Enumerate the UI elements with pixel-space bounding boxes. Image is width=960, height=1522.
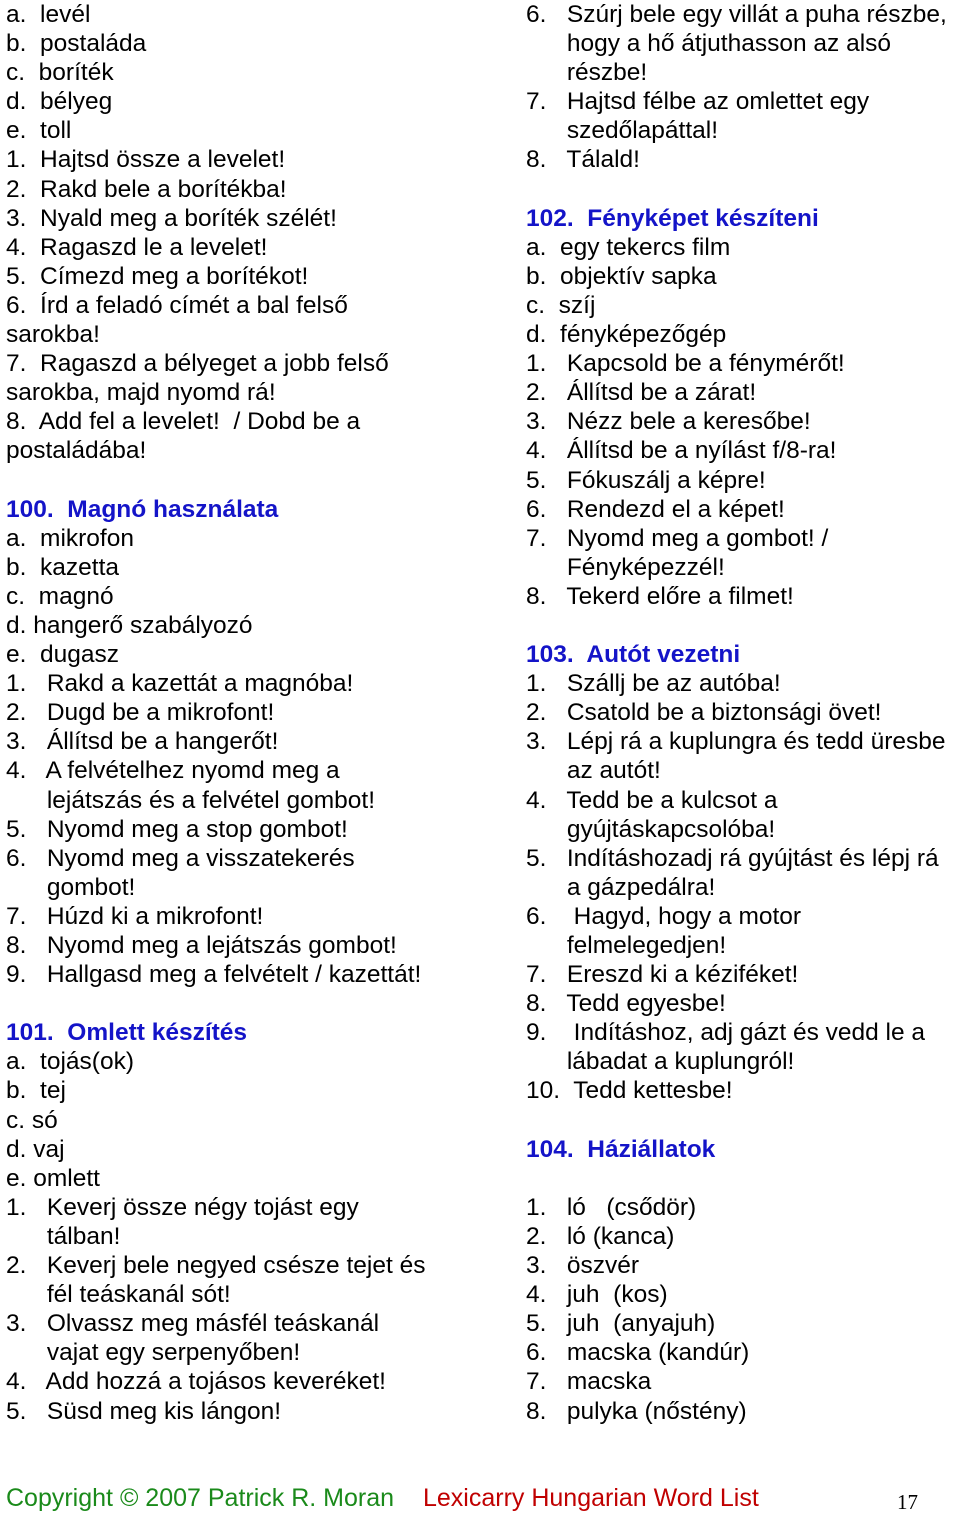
list-item: 4. Állítsd be a nyílást f/8-ra! — [526, 437, 837, 465]
list-item: e. omlett — [6, 1164, 100, 1192]
list-item: 6. Írd a feladó címét a bal felső — [6, 291, 348, 319]
list-item: b. postaláda — [6, 30, 147, 58]
list-item: c. magnó — [6, 582, 114, 610]
list-item: 1. Rakd a kazettát a magnóba! — [6, 670, 354, 698]
footer-copyright: Copyright © 2007 Patrick R. Moran — [6, 1484, 395, 1512]
list-item: hogy a hő átjuthasson az alsó — [526, 30, 892, 58]
blank-line — [526, 1164, 960, 1193]
list-item: d. hangerő szabályozó — [6, 611, 253, 639]
list-item: 4. juh (kos) — [526, 1281, 668, 1309]
list-item: 7. Ragaszd a bélyeget a jobb felső — [6, 350, 389, 378]
list-item: 5. Nyomd meg a stop gombot! — [6, 815, 348, 843]
list-item: 3. Nyald meg a boríték szélét! — [6, 204, 337, 232]
list-item: 2. Állítsd be a zárat! — [526, 379, 757, 407]
list-item: e. toll — [6, 117, 72, 145]
list-item: 7. Hajtsd félbe az omlettet egy — [526, 88, 870, 116]
list-item: 6. Nyomd meg a visszatekerés — [6, 844, 355, 872]
list-item: b. kazetta — [6, 553, 120, 581]
list-item: 7. Nyomd meg a gombot! / — [526, 524, 829, 552]
list-item: részbe! — [526, 59, 648, 87]
list-item: Fényképezzél! — [526, 553, 725, 581]
list-item: lábadat a kuplungról! — [526, 1048, 795, 1076]
list-item: a. egy tekercs film — [526, 233, 731, 261]
list-item: 8. Tedd egyesbe! — [526, 990, 726, 1018]
list-item: lejátszás és a felvétel gombot! — [6, 786, 376, 814]
list-item: szedőlapáttal! — [526, 117, 719, 145]
section-heading: 104. Háziállatok — [526, 1135, 716, 1163]
list-item: 3. Állítsd be a hangerőt! — [6, 728, 279, 756]
list-item: 1. Kapcsold be a fénymérőt! — [526, 350, 845, 378]
list-item: 2. ló (kanca) — [526, 1222, 675, 1250]
left-column — [6, 0, 468, 1426]
list-item: 8. Nyomd meg a lejátszás gombot! — [6, 932, 397, 959]
list-item: 6. Szúrj bele egy villát a puha részbe, — [526, 1, 947, 28]
list-item: 6. Rendezd el a képet! — [526, 495, 785, 523]
list-item: 7. Húzd ki a mikrofont! — [6, 902, 264, 930]
list-item: sarokba, majd nyomd rá! — [6, 379, 276, 407]
list-item: d. fényképezőgép — [526, 321, 727, 349]
list-item: 1. Keverj össze négy tojást egy — [6, 1193, 359, 1221]
list-item: a. tojás(ok) — [6, 1048, 134, 1076]
list-item: tálban! — [6, 1222, 121, 1250]
list-item: c. boríték — [6, 59, 114, 87]
page-footer — [6, 1484, 956, 1516]
list-item: postaládába! — [6, 437, 147, 465]
section-heading: 100. Magnó használata — [6, 495, 279, 523]
list-item: 4. A felvételhez nyomd meg a — [6, 757, 340, 785]
list-item: a. levél — [6, 1, 91, 28]
list-item: 4. Add hozzá a tojásos keveréket! — [6, 1368, 386, 1396]
list-item: 1. Hajtsd össze a levelet! — [6, 146, 286, 174]
list-item: 5. Süsd meg kis lángon! — [6, 1397, 282, 1425]
blank-line — [526, 611, 960, 640]
list-item: 8. Tekerd előre a filmet! — [526, 582, 794, 610]
list-item: 2. Csatold be a biztonsági övet! — [526, 699, 882, 727]
list-item: 5. juh (anyajuh) — [526, 1310, 716, 1338]
list-item: 2. Dugd be a mikrofont! — [6, 699, 275, 727]
list-item: 6. macska (kandúr) — [526, 1339, 750, 1367]
section-heading: 102. Fényképet készíteni — [526, 204, 819, 232]
list-item: 8. Tálald! — [526, 146, 640, 174]
list-item: e. dugasz — [6, 641, 120, 669]
list-item: 3. Lépj rá a kuplungra és tedd üresbe — [526, 728, 946, 756]
list-item: vajat egy serpenyőben! — [6, 1339, 301, 1367]
list-item: 5. Fókuszálj a képre! — [526, 466, 766, 494]
list-item: d. bélyeg — [6, 88, 113, 116]
list-item: fél teáskanál sót! — [6, 1281, 231, 1309]
list-item: 5. Indításhozadj rá gyújtást és lépj rá — [526, 844, 939, 872]
section-heading: 103. Autót vezetni — [526, 641, 741, 669]
list-item: a. mikrofon — [6, 524, 134, 552]
list-item: a gázpedálra! — [526, 873, 716, 901]
list-item: 3. öszvér — [526, 1252, 640, 1280]
list-item: c. só — [6, 1106, 58, 1134]
list-item: b. objektív sapka — [526, 262, 717, 290]
list-item: 6. Hagyd, hogy a motor — [526, 902, 802, 930]
list-item: c. szíj — [526, 291, 596, 319]
list-item: 3. Nézz bele a keresőbe! — [526, 408, 811, 436]
blank-line — [6, 989, 468, 1018]
list-item: 8. pulyka (nőstény) — [526, 1397, 747, 1425]
list-item: 7. Ereszd ki a kéziféket! — [526, 961, 799, 989]
list-item: 7. macska — [526, 1368, 652, 1396]
list-item: 4. Ragaszd le a levelet! — [6, 233, 268, 261]
list-item: 3. Olvassz meg másfél teáskanál — [6, 1310, 380, 1338]
list-item: 2. Keverj bele negyed csésze tejet és — [6, 1252, 426, 1280]
list-item: felmelegedjen! — [526, 932, 727, 959]
blank-line — [6, 466, 468, 495]
list-item: gyújtáskapcsolóba! — [526, 815, 776, 843]
list-item: b. tej — [6, 1077, 66, 1105]
list-item: 9. Hallgasd meg a felvételt / kazettát! — [6, 961, 422, 989]
list-item: 5. Címezd meg a borítékot! — [6, 262, 309, 290]
list-item: 1. ló (csődör) — [526, 1193, 697, 1221]
list-item: 10. Tedd kettesbe! — [526, 1077, 733, 1105]
list-item: 9. Indításhoz, adj gázt és vedd le a — [526, 1019, 926, 1047]
blank-line — [526, 1106, 960, 1135]
list-item: 4. Tedd be a kulcsot a — [526, 786, 778, 814]
list-item: d. vaj — [6, 1135, 65, 1163]
right-column — [526, 0, 960, 1426]
list-item: 8. Add fel a levelet! / Dobd be a — [6, 408, 361, 436]
list-item: sarokba! — [6, 321, 100, 349]
list-item: 2. Rakd bele a borítékba! — [6, 175, 287, 203]
list-item: 1. Szállj be az autóba! — [526, 670, 781, 698]
section-heading: 101. Omlett készítés — [6, 1019, 248, 1047]
page-number: 17 — [897, 1490, 918, 1514]
footer-title: Lexicarry Hungarian Word List — [422, 1484, 759, 1512]
list-item: gombot! — [6, 873, 136, 901]
blank-line — [526, 175, 960, 204]
list-item: az autót! — [526, 757, 661, 785]
